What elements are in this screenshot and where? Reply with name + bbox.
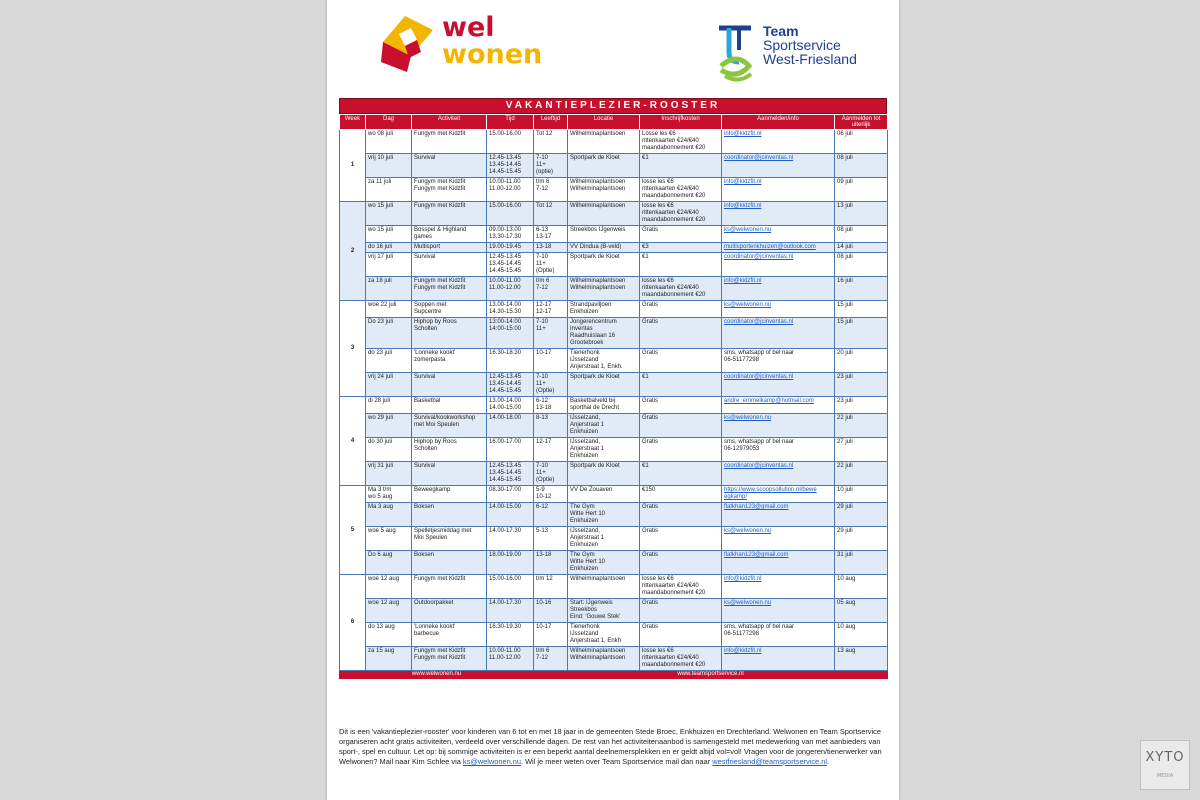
contact-cell[interactable]: multisportenkhuizen@outlook.com: [722, 243, 835, 253]
activity-cell: Basketbal: [412, 397, 487, 414]
cost-cell: losse les €6 rittenkaarten €24/€40 maandabonnement €20: [640, 647, 722, 671]
day-cell: di 28 juli: [366, 397, 412, 414]
contact-cell[interactable]: coordinator@jcinventas.nl: [722, 373, 835, 397]
team-sportservice-logo: [715, 22, 875, 88]
contact-cell[interactable]: flatkhan123@gmail.com: [722, 551, 835, 575]
table-row: [340, 253, 888, 277]
deadline-cell: 09 juli: [835, 178, 888, 202]
age-cell: 5-13: [534, 527, 568, 551]
cost-cell: Gratis: [640, 226, 722, 243]
location-cell: Wilhelminaplantsoen: [568, 575, 640, 599]
week-number-cell: 5: [340, 486, 366, 575]
deadline-cell: 05 aug: [835, 599, 888, 623]
footnote-text-3: .: [826, 757, 830, 766]
sportservice-wordmark: [763, 24, 857, 66]
day-cell: za 15 aug: [366, 647, 412, 671]
footer-teamsportservice-link[interactable]: www.teamsportservice.nl: [534, 671, 888, 679]
activity-cell: Survival: [412, 154, 487, 178]
table-row: [340, 226, 888, 243]
column-header: Dag: [366, 115, 412, 130]
cost-cell: Gratis: [640, 599, 722, 623]
table-row: [340, 130, 888, 154]
location-cell: The Gym Witte Hert 10 Enkhuizen: [568, 503, 640, 527]
schedule-table: [339, 114, 888, 679]
time-cell: 10.00-11.00 11.00-12.00: [487, 277, 534, 301]
age-cell: 10-16: [534, 599, 568, 623]
age-cell: 10-17: [534, 349, 568, 373]
location-cell: Wilhelminaplantsoen Wilhelminaplantsoen: [568, 178, 640, 202]
activity-cell: Hiphop by Roos Scholten: [412, 318, 487, 349]
contact-cell: sms, whatsapp of bel naar 06-51177298: [722, 623, 835, 647]
time-cell: 12.45-13.45 13.45-14.45 14.45-15.45: [487, 253, 534, 277]
age-cell: 12-17 12-17: [534, 301, 568, 318]
table-row: [340, 486, 888, 503]
location-cell: IJsselzand, Anjerstraat 1 Enkhuizen: [568, 438, 640, 462]
welwonen-wordmark: [442, 14, 542, 68]
time-cell: 10.00-11.00 11.00-12.00: [487, 178, 534, 202]
deadline-cell: 10 aug: [835, 575, 888, 599]
deadline-cell: 15 juli: [835, 301, 888, 318]
column-header: Tijd: [487, 115, 534, 130]
cost-cell: Gratis: [640, 349, 722, 373]
time-cell: 14.00-17.30: [487, 527, 534, 551]
contact-cell[interactable]: flatkhan123@gmail.com: [722, 503, 835, 527]
day-cell: wo 15 juli: [366, 202, 412, 226]
table-row: [340, 154, 888, 178]
cost-cell: Gratis: [640, 438, 722, 462]
column-header: Leeftijd: [534, 115, 568, 130]
footer-welwonen-link[interactable]: www.welwonen.nu: [340, 671, 534, 679]
contact-cell[interactable]: info@kidzfit.nl: [722, 202, 835, 226]
footnote-email-sportservice-link[interactable]: westfriesland@teamsportservice.nl: [712, 757, 827, 766]
time-cell: 14.00-15.00: [487, 503, 534, 527]
location-cell: The Gym Witte Hert 10 Enkhuizen: [568, 551, 640, 575]
column-header: Week: [340, 115, 366, 130]
age-cell: t/m 6 7-12: [534, 178, 568, 202]
age-cell: 7-10 11+ (Optie): [534, 373, 568, 397]
deadline-cell: 29 juli: [835, 503, 888, 527]
contact-cell[interactable]: coordinator@jcinventas.nl: [722, 318, 835, 349]
activity-cell: Survival: [412, 462, 487, 486]
activity-cell: Survival: [412, 253, 487, 277]
time-cell: 13:00-14:00 14:00-15:00: [487, 318, 534, 349]
document-page: [327, 0, 899, 800]
cost-cell: €150: [640, 486, 722, 503]
age-cell: Tot 12: [534, 202, 568, 226]
logo-wonen-text: wonen: [442, 39, 543, 70]
table-row: [340, 438, 888, 462]
age-cell: t/m 6 7-12: [534, 277, 568, 301]
location-cell: Start: IJgenweis Streekbos Eind: 'Gouwe Stek': [568, 599, 640, 623]
location-cell: Tienerhonk IJsselzand Anjerstraat 1, Enkh: [568, 623, 640, 647]
cost-cell: Gratis: [640, 551, 722, 575]
cost-cell: Losse les €6 rittenkaarten €24/€40 maandabonnement €20: [640, 130, 722, 154]
table-row: [340, 277, 888, 301]
activity-cell: Hiphop by Roos Scholten: [412, 438, 487, 462]
table-header-row: [340, 115, 888, 130]
location-cell: IJsselzand, Anjerstraat 1 Enkhuizen: [568, 527, 640, 551]
table-title: VAKANTIEPLEZIER-ROOSTER: [339, 98, 887, 114]
cost-cell: losse les €6 rittenkaarten €24/€40 maandabonnement €20: [640, 202, 722, 226]
day-cell: do 13 aug: [366, 623, 412, 647]
age-cell: 7-10 11+ (Optie): [534, 253, 568, 277]
activity-cell: Fungym met Kidzfit: [412, 130, 487, 154]
location-cell: Strandpaviljoen Enkhuizen: [568, 301, 640, 318]
table-row: [340, 551, 888, 575]
column-header: Aanmelden tot uiterlijk: [835, 115, 888, 130]
contact-cell[interactable]: coordinator@jcinventas.nl: [722, 253, 835, 277]
location-cell: Basketbalveld bij sporthal de Drecht: [568, 397, 640, 414]
contact-cell[interactable]: coordinator@jcinventas.nl: [722, 462, 835, 486]
day-cell: Ma 3 t/m wo 5 aug: [366, 486, 412, 503]
deadline-cell: 22 juli: [835, 414, 888, 438]
deadline-cell: 22 juli: [835, 462, 888, 486]
logo-westfriesland-text: West-Friesland: [763, 51, 857, 67]
deadline-cell: 08 juli: [835, 253, 888, 277]
age-cell: t/m 12: [534, 575, 568, 599]
table-footer-row: [340, 671, 888, 679]
time-cell: 14.00-18.00: [487, 414, 534, 438]
contact-cell[interactable]: coordinator@jcinventas.nl: [722, 154, 835, 178]
activity-cell: 'Lonneke kookt' barbecue: [412, 623, 487, 647]
logo-wel-text: wel: [442, 12, 495, 43]
location-cell: Wilhelminaplantsoen Wilhelminaplantsoen: [568, 277, 640, 301]
location-cell: IJsselzand, Anjerstraat 1 Enkhuizen: [568, 414, 640, 438]
day-cell: Do 23 juli: [366, 318, 412, 349]
contact-cell[interactable]: info@kidzfit.nl: [722, 647, 835, 671]
contact-cell[interactable]: https://www.scoopsollution.nl/bewe egkamp/: [722, 486, 835, 503]
deadline-cell: 08 juli: [835, 154, 888, 178]
time-cell: 16.30-19.30: [487, 623, 534, 647]
footnote-text-1: Dit is een 'vakantieplezier-rooster' voor kinderen van 6 tot en met 18 jaar in de gemeenten Stede Broec, Enkhuizen en Drechterland. Welwonen en Team Sportservice organiseren acht gratis activiteiten, verdeeld over verschillende dagen. De rest van het activiteitenaanbod is samengesteld met medewerking van met aanbieders van sport-, spel en cultuur. Let op: bij sommige activiteiten is er een beperkt aantal deelnemersplekken en er geldt altijd vol=vol! Vragen voor de jongeren/tienerwerker van Welwonen? Mail naar Kim Schlee via: [339, 727, 882, 766]
deadline-cell: 16 juli: [835, 277, 888, 301]
deadline-cell: 13 aug: [835, 647, 888, 671]
cost-cell: Gratis: [640, 414, 722, 438]
contact-cell[interactable]: ks@welwonen.nu: [722, 414, 835, 438]
age-cell: 7-10 11+: [534, 318, 568, 349]
contact-cell: sms, whatsapp of bel naar 06-51177298: [722, 349, 835, 373]
table-row: [340, 202, 888, 226]
age-cell: t/m 6 7-12: [534, 647, 568, 671]
cost-cell: losse les €6 rittenkaarten €24/€40 maandabonnement €20: [640, 575, 722, 599]
week-number-cell: 6: [340, 575, 366, 671]
contact-cell[interactable]: ks@welwonen.nu: [722, 527, 835, 551]
activity-cell: Beweegkamp: [412, 486, 487, 503]
day-cell: za 18 juli: [366, 277, 412, 301]
footnote-text-2: . Wil je meer weten over Team Sportservice mail dan naar: [520, 757, 713, 766]
location-cell: Sportpark de Kloet: [568, 373, 640, 397]
watermark-logo: [1140, 740, 1190, 790]
day-cell: wo 15 juli: [366, 226, 412, 243]
table-row: [340, 178, 888, 202]
day-cell: do 16 juli: [366, 243, 412, 253]
deadline-cell: 31 juli: [835, 551, 888, 575]
activity-cell: Boksen: [412, 503, 487, 527]
table-row: [340, 503, 888, 527]
age-cell: 5-9 10-12: [534, 486, 568, 503]
cost-cell: Gratis: [640, 397, 722, 414]
contact-cell[interactable]: info@kidzfit.nl: [722, 178, 835, 202]
activity-cell: Spelletjesmiddag met Moi Speulen: [412, 527, 487, 551]
location-cell: VV De Zouaven: [568, 486, 640, 503]
cost-cell: €3: [640, 243, 722, 253]
activity-cell: Fungym met Kidzfit: [412, 575, 487, 599]
location-cell: Sportpark de Kloet: [568, 462, 640, 486]
day-cell: do 30 juli: [366, 438, 412, 462]
table-row: [340, 647, 888, 671]
day-cell: Ma 3 aug: [366, 503, 412, 527]
column-header: Locatie: [568, 115, 640, 130]
table-row: [340, 462, 888, 486]
table-row: [340, 301, 888, 318]
location-cell: Wilhelminaplantsoen Wilhelminaplantsoen: [568, 647, 640, 671]
cost-cell: Gratis: [640, 527, 722, 551]
day-cell: vrij 10 juli: [366, 154, 412, 178]
table-row: [340, 373, 888, 397]
activity-cell: Multisport: [412, 243, 487, 253]
activity-cell: Fungym met Kidzfit Fungym met Kidzfit: [412, 178, 487, 202]
time-cell: 19.00-19.45: [487, 243, 534, 253]
age-cell: 13-18: [534, 551, 568, 575]
table-row: [340, 575, 888, 599]
location-cell: Streekbos IJgenweis: [568, 226, 640, 243]
time-cell: 13.00-14.00 14.30-15.30: [487, 301, 534, 318]
cost-cell: Gratis: [640, 301, 722, 318]
activity-cell: 'Lonneke kookt' zomerpasta: [412, 349, 487, 373]
activity-cell: Survival/kookworkshop met Moi Speulen: [412, 414, 487, 438]
day-cell: vrij 24 juli: [366, 373, 412, 397]
contact-cell[interactable]: andre_emmelkamp@hotmail.com: [722, 397, 835, 414]
location-cell: Sportpark de Kloet: [568, 154, 640, 178]
week-number-cell: 2: [340, 202, 366, 301]
day-cell: do 23 juli: [366, 349, 412, 373]
cost-cell: losse les €6 rittenkaarten €24/€40 maandabonnement €20: [640, 178, 722, 202]
cost-cell: Gratis: [640, 318, 722, 349]
table-row: [340, 414, 888, 438]
table-row: [340, 318, 888, 349]
location-cell: Tienerhonk IJsselzand Anjerstraat 1, Enkh.: [568, 349, 640, 373]
cost-cell: €1: [640, 373, 722, 397]
deadline-cell: 15 juli: [835, 318, 888, 349]
table-row: [340, 623, 888, 647]
day-cell: wo 29 juli: [366, 414, 412, 438]
footnote-paragraph: [339, 727, 889, 767]
deadline-cell: 08 juli: [835, 226, 888, 243]
cost-cell: Gratis: [640, 623, 722, 647]
sportservice-logo-mark: [715, 22, 759, 84]
deadline-cell: 20 juli: [835, 349, 888, 373]
deadline-cell: 10 juli: [835, 486, 888, 503]
activity-cell: Fungym met Kidzfit Fungym met Kidzfit: [412, 277, 487, 301]
contact-cell[interactable]: ks@welwonen.nu: [722, 301, 835, 318]
day-cell: vrij 17 juli: [366, 253, 412, 277]
logo-sportservice-text: Sportservice: [763, 37, 841, 53]
age-cell: 6-13 13-17: [534, 226, 568, 243]
time-cell: 15.00-16.00: [487, 130, 534, 154]
week-number-cell: 4: [340, 397, 366, 486]
day-cell: woe 12 aug: [366, 599, 412, 623]
time-cell: 16.00-17.00: [487, 438, 534, 462]
deadline-cell: 13 juli: [835, 202, 888, 226]
schedule-table-container: [339, 98, 887, 679]
contact-cell[interactable]: info@kidzfit.nl: [722, 575, 835, 599]
activity-cell: Fungym met Kidzfit Fungym met Kidzfit: [412, 647, 487, 671]
age-cell: 12-17: [534, 438, 568, 462]
contact-cell: sms, whatsapp of bel naar 06-12979053: [722, 438, 835, 462]
watermark-text: XYTO: [1145, 750, 1185, 765]
footnote-email-welwonen-link[interactable]: ks@welwonen.nu: [462, 757, 521, 766]
age-cell: Tot 12: [534, 130, 568, 154]
time-cell: 13.00-14.00 14.00-15.00: [487, 397, 534, 414]
week-number-cell: 1: [340, 130, 366, 202]
time-cell: 14.00-17.30: [487, 599, 534, 623]
activity-cell: Bosspel & Highland games: [412, 226, 487, 243]
activity-cell: Soppen met Supcentre: [412, 301, 487, 318]
deadline-cell: 23 juli: [835, 373, 888, 397]
contact-cell[interactable]: info@kidzfit.nl: [722, 130, 835, 154]
location-cell: Jongerencentrum Inventas Raadhuislaan 16 Grootebroek: [568, 318, 640, 349]
time-cell: 12.45-13.45 13.45-14.45 14.45-15.45: [487, 462, 534, 486]
day-cell: Do 6 aug: [366, 551, 412, 575]
time-cell: 12.45-13.45 13.45-14.45 14.45-15.45: [487, 373, 534, 397]
day-cell: vrij 31 juli: [366, 462, 412, 486]
contact-cell[interactable]: info@kidzfit.nl: [722, 277, 835, 301]
time-cell: 15.00-16.00: [487, 575, 534, 599]
deadline-cell: 14 juli: [835, 243, 888, 253]
time-cell: 08.30-17.00: [487, 486, 534, 503]
time-cell: 09.00-13.00 13.30-17.30: [487, 226, 534, 243]
table-row: [340, 349, 888, 373]
contact-cell[interactable]: ks@welwonen.nu: [722, 226, 835, 243]
column-header: Aanmelden/info: [722, 115, 835, 130]
day-cell: woe 22 juli: [366, 301, 412, 318]
day-cell: woe 5 aug: [366, 527, 412, 551]
deadline-cell: 06 juli: [835, 130, 888, 154]
location-cell: VV Dindua (B-veld): [568, 243, 640, 253]
time-cell: 18.00-19.00: [487, 551, 534, 575]
activity-cell: Survival: [412, 373, 487, 397]
cost-cell: €1: [640, 462, 722, 486]
logo-team-text: Team: [763, 23, 799, 39]
column-header: Inschrijfkosten: [640, 115, 722, 130]
deadline-cell: 29 juli: [835, 527, 888, 551]
watermark-subtext: MEDIA: [1156, 773, 1174, 779]
cost-cell: losse les €6 rittenkaarten €24/€40 maandabonnement €20: [640, 277, 722, 301]
time-cell: 16.30-18.30: [487, 349, 534, 373]
age-cell: 7-10 11+ (optie): [534, 154, 568, 178]
welwonen-logo: [377, 12, 543, 78]
time-cell: 10.00-11.00 11.00-12.00: [487, 647, 534, 671]
age-cell: 13-18: [534, 243, 568, 253]
day-cell: woe 12 aug: [366, 575, 412, 599]
location-cell: Wilhelminaplantsoen: [568, 130, 640, 154]
age-cell: 6-12: [534, 503, 568, 527]
table-row: [340, 527, 888, 551]
week-number-cell: 3: [340, 301, 366, 397]
deadline-cell: 23 juli: [835, 397, 888, 414]
table-row: [340, 599, 888, 623]
contact-cell[interactable]: ks@welwonen.nu: [722, 599, 835, 623]
deadline-cell: 27 juli: [835, 438, 888, 462]
activity-cell: Outdoorpakket: [412, 599, 487, 623]
schedule-body: [340, 130, 888, 671]
cost-cell: €1: [640, 253, 722, 277]
time-cell: 15.00-16.00: [487, 202, 534, 226]
table-row: [340, 243, 888, 253]
activity-cell: Fungym met Kidzfit: [412, 202, 487, 226]
table-row: [340, 397, 888, 414]
deadline-cell: 10 aug: [835, 623, 888, 647]
age-cell: 7-10 11+ (Optie): [534, 462, 568, 486]
age-cell: 6-12 13-18: [534, 397, 568, 414]
welwonen-logo-mark: [377, 12, 439, 74]
cost-cell: €1: [640, 154, 722, 178]
day-cell: za 11 juli: [366, 178, 412, 202]
location-cell: Sportpark de Kloet: [568, 253, 640, 277]
age-cell: 8-13: [534, 414, 568, 438]
day-cell: wo 08 juli: [366, 130, 412, 154]
age-cell: 10-17: [534, 623, 568, 647]
location-cell: Wilhelminaplantsoen: [568, 202, 640, 226]
time-cell: 12.45-13.45 13.45-14.45 14.45-15.45: [487, 154, 534, 178]
column-header: Activiteit: [412, 115, 487, 130]
activity-cell: Boksen: [412, 551, 487, 575]
cost-cell: Gratis: [640, 503, 722, 527]
